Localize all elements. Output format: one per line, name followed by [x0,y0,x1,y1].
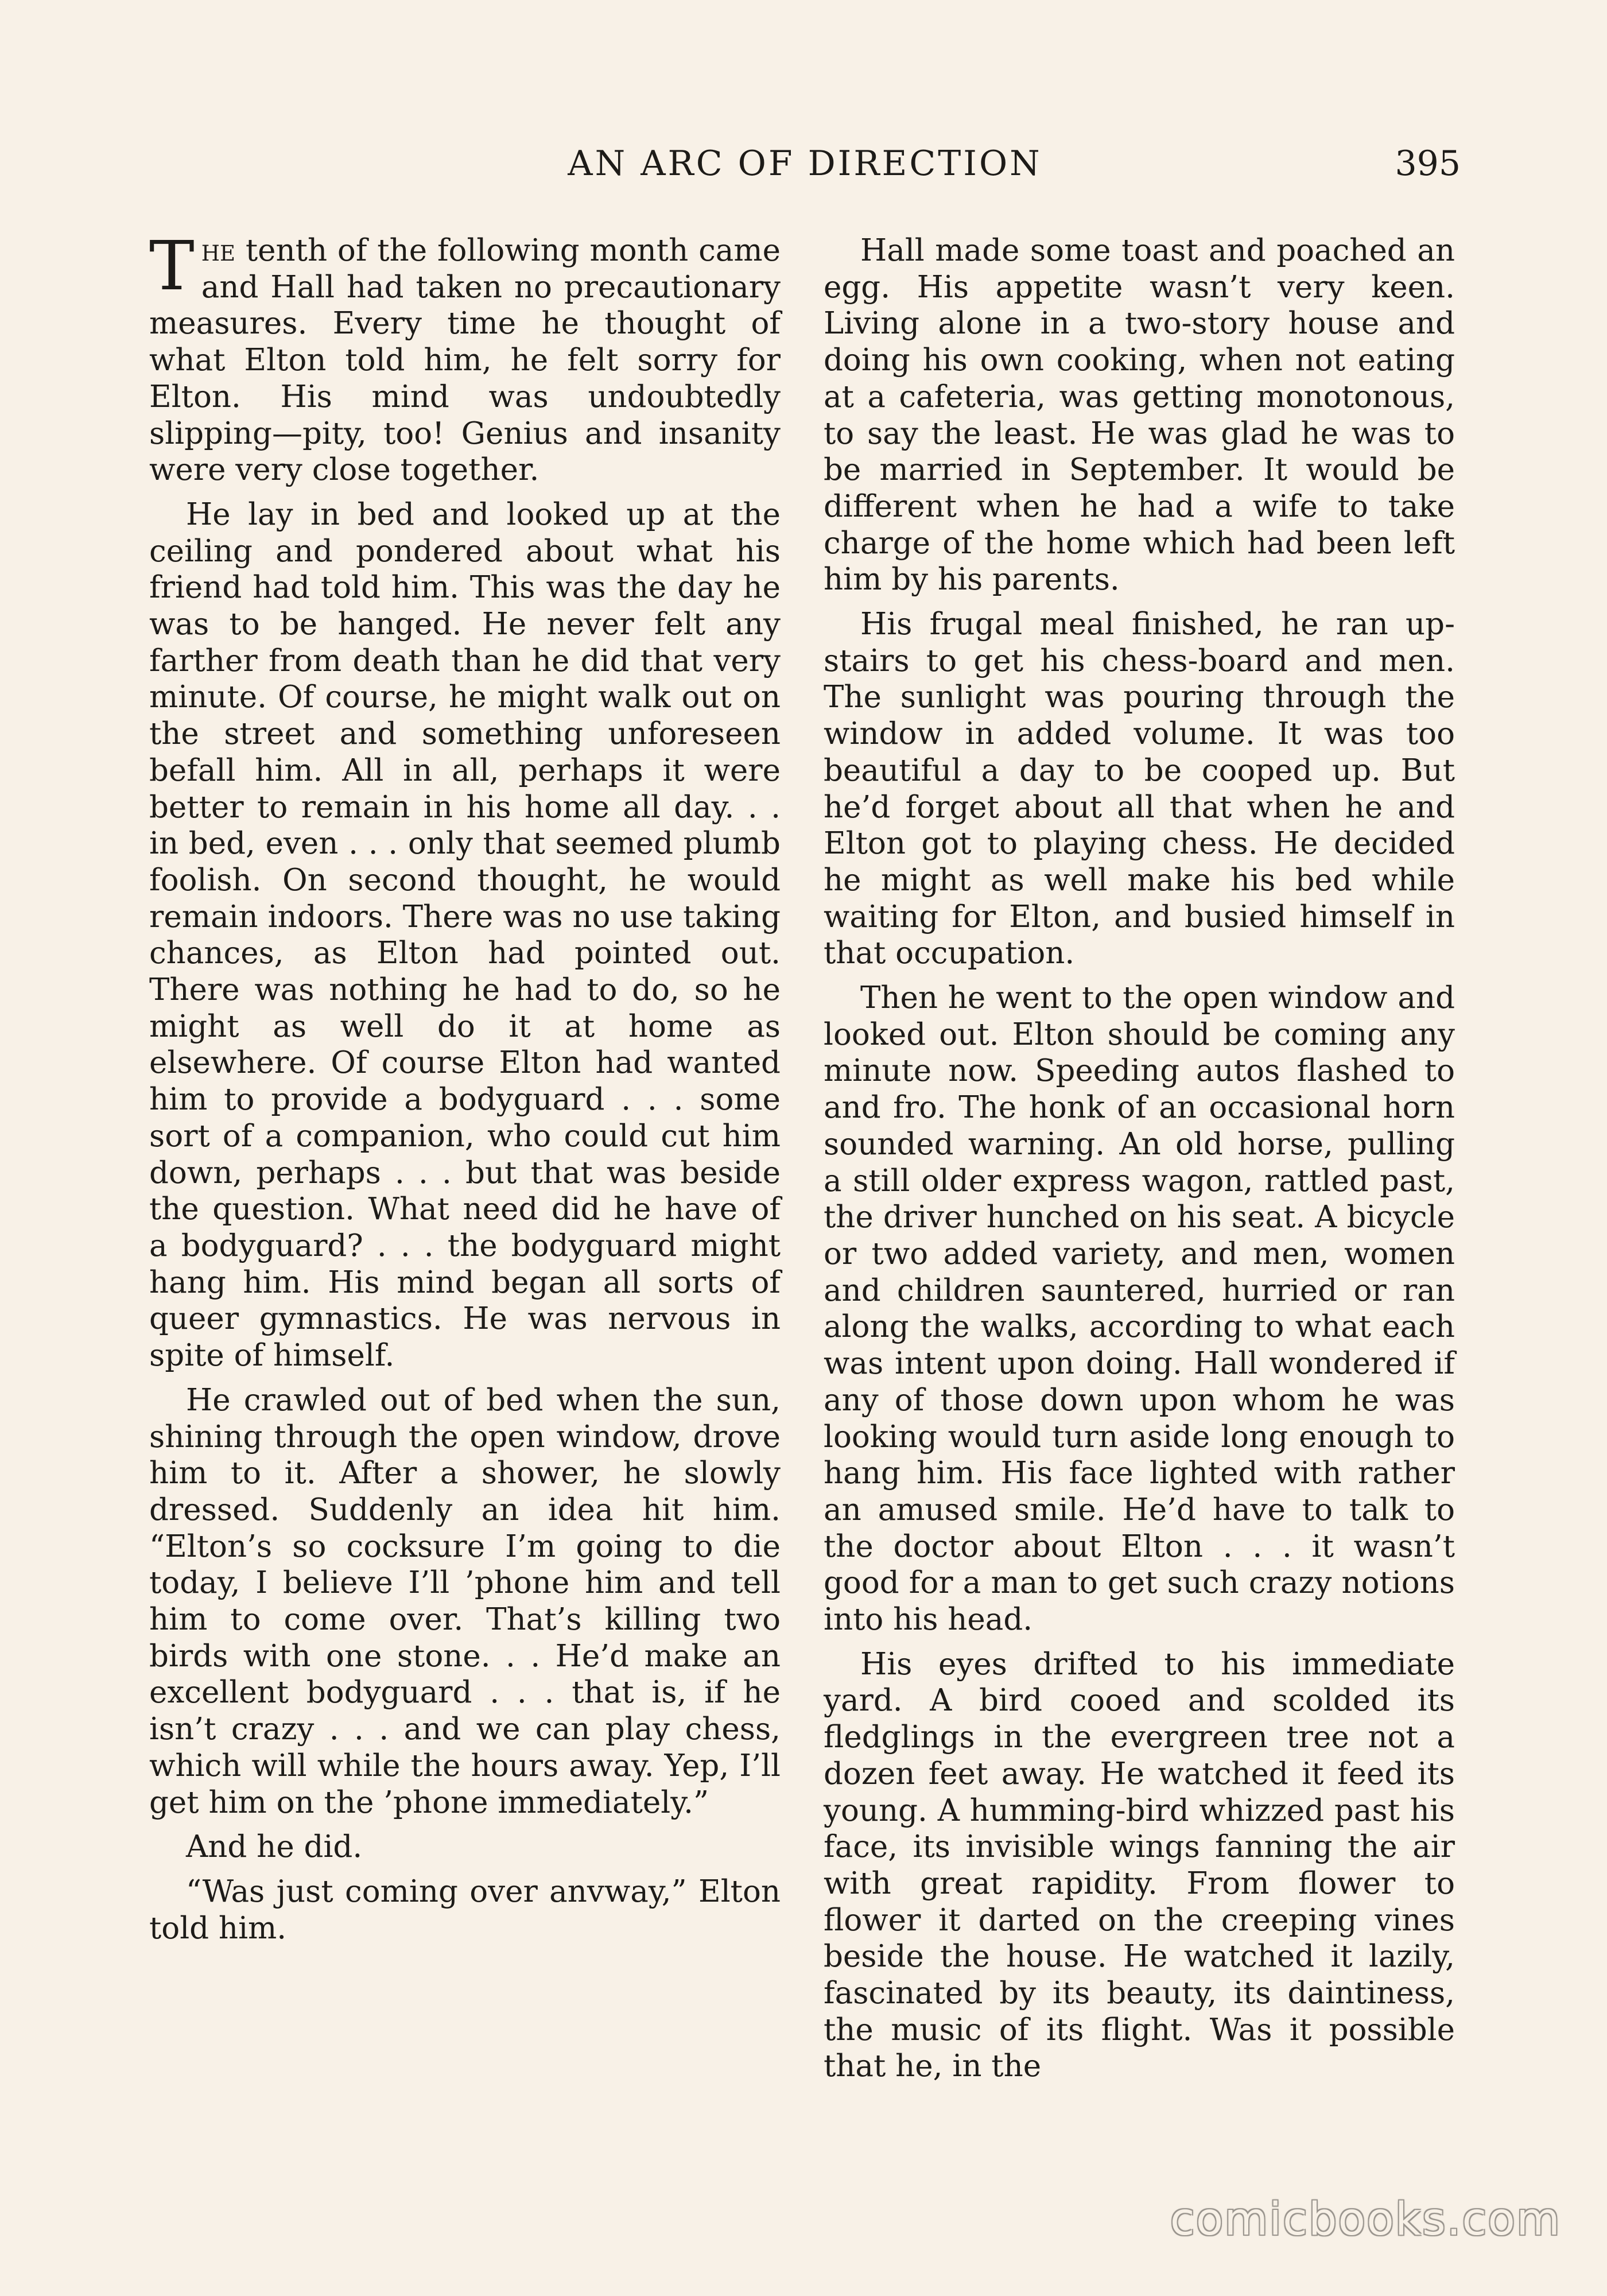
page-header [149,144,1461,189]
paragraph: And he did. [186,1829,363,1865]
paragraph: Then he went to the open window and looked out. Elton should be coming any minute now. Speeding autos flashed to and fro. The honk of an occasional horn sounded warning. An old horse, pulling a still older express wagon, rattled past, the driver hunched on his seat. A bicycle or two added variety, and men, women and children sauntered, hurried or ran along the walks, according to what each was intent upon doing. Hall wondered if any of those down upon whom he was looking would turn aside long enough to hang him. His face lighted with rather an amused smile. He’d have to talk to the doctor about Elton . . . it wasn’t good for a man to get such crazy notions into his head. [824,980,1455,1638]
opening-paragraph [149,226,781,488]
lead-in-smallcaps: he [201,233,235,268]
paragraph: He lay in bed and looked up at the ceiling and pondered about what his friend had told him. This was the day he was to be hanged. He never felt any farther from death than he did that very minute. Of course, he might walk out on the street and something unforeseen befall him. All in all, perhaps it were better to remain in his home all day. . . in bed, even . . . only that seemed plumb foolish. On second thought, he would remain indoors. There was no use taking chances, as Elton had pointed out. There was nothing he had to do, so he might as well do it at home as elsewhere. Of course Elton had wanted him to provide a bodyguard . . . some sort of a companion, who could cut him down, perhaps . . . but that was beside the question. What need did he have of a bodyguard? . . . the bodyguard might hang him. His mind began all sorts of queer gymnastics. He was nervous in spite of himself. [149,497,781,1374]
paragraph: His eyes drifted to his immediate yard. A bird cooed and scolded its fledglings in the evergreen tree not a dozen feet away. He watched it feed its young. A humming-bird whizzed past his face, its invisible wings fanning the air with great rapidity. From flower to flower it darted on the creeping vines beside the house. He watched it lazily, fascinated by its beauty, its daintiness, the music of its flight. Was it possible that he, in the [824,1646,1455,2084]
paragraph: Hall made some toast and poached an egg. His appetite wasn’t very keen. Living alone in a two-story house and doing his own cooking, when not eating at a cafeteria, was getting monotonous, to say the least. He was glad he was to be married in September. It would be different when he had a wife to take charge of the home which had been left him by his parents. [824,233,1455,598]
opening-paragraph-text: tenth of the following month came and Hall had taken no precautionary measures. Every time he thought of what Elton told him, he felt sorry for Elton. His mind was undoubtedly slipping—pity, too! Genius and insanity were very close together. [149,233,781,488]
watermark: comicbooks.com [1170,2194,1561,2245]
page-number: 395 [1395,144,1461,184]
running-title: AN ARC OF DIRECTION [568,144,1042,184]
paragraph: His frugal meal finished, he ran upstairs to get his chess-board and men. The sunlight was pouring through the window in added volume. It was too beautiful a day to be cooped up. But he’d forget about all that when he and Elton got to playing chess. He decided he might as well make his bed while waiting for Elton, and busied himself in that occupation. [824,607,1455,971]
right-column [824,232,1455,2093]
paragraph: He crawled out of bed when the sun, shining through the open window, drove him to it. After a shower, he slowly dressed. Suddenly an idea hit him. “Elton’s so cocksure I’m going to die today, I believe I’ll ’phone him and tell him to come over. That’s killing two birds with one stone. . . He’d make an excellent bodyguard . . . that is, if he isn’t crazy . . . and we can play chess, which will while the hours away. Yep, I’ll get him on the ’phone immediately.” [149,1382,781,1820]
drop-cap: T [149,226,195,305]
paragraph: “Was just coming over anvway,” Elton told him. [149,1874,781,1946]
left-column [149,226,781,1954]
